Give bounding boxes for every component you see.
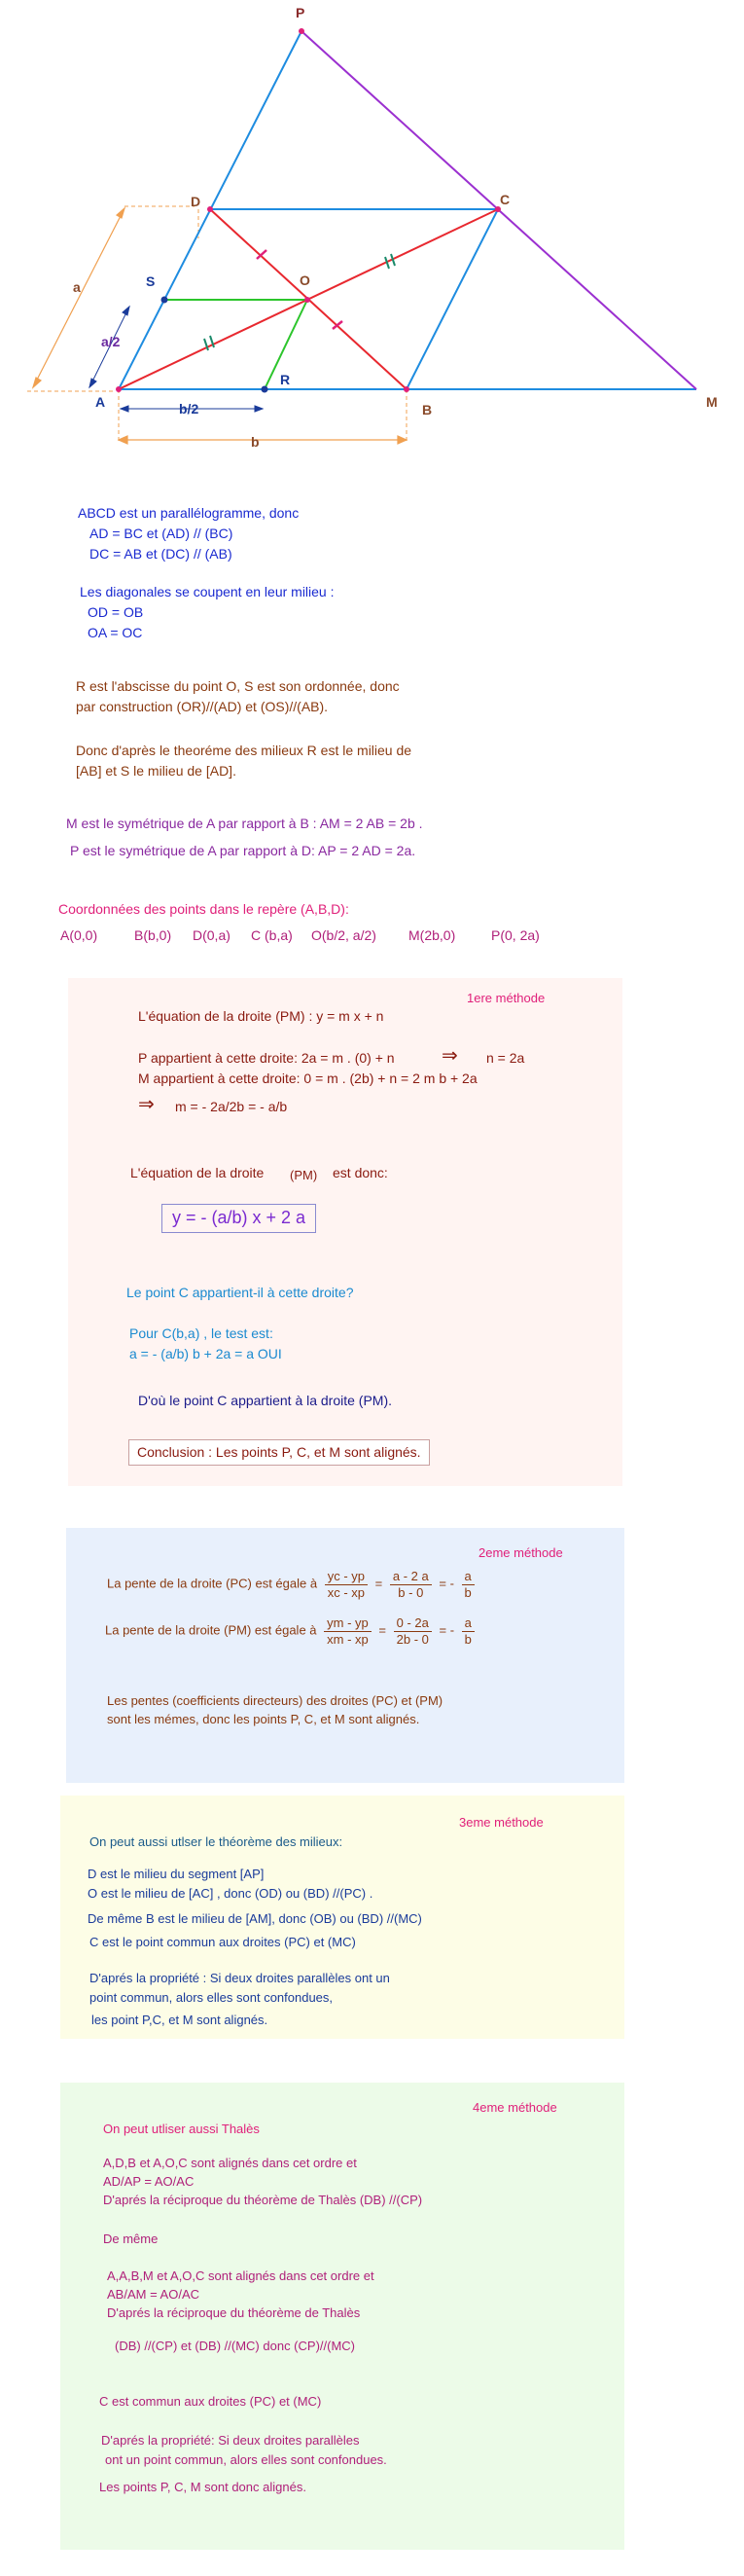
intro-p1-l2: AD = BC et (AD) // (BC): [89, 526, 233, 541]
m2-row2-frac2-den: 2b - 0: [396, 1631, 429, 1647]
m2-conclusion-l1: Les pentes (coefficients directeurs) des droites (PC) et (PM): [107, 1693, 443, 1708]
intro-p5-l2: P est le symétrique de A par rapport à D: AP = 2 AD = 2a.: [70, 843, 416, 858]
m4-line3: AD/AP = AO/AC: [103, 2174, 195, 2189]
label-C: C: [500, 192, 511, 207]
intro-p1-l1: ABCD est un parallélogramme, donc: [78, 505, 300, 521]
m4-line12: ont un point commun, alors elles sont confondues.: [105, 2452, 387, 2467]
m1-line5b: (PM): [290, 1168, 318, 1182]
intro-p4-l1: Donc d'après le theoréme des milieux R est le milieu de: [76, 743, 412, 758]
label-O: O: [300, 272, 310, 288]
m1-line2b: n = 2a: [486, 1050, 525, 1066]
method4-tag: 4eme méthode: [473, 2100, 557, 2115]
dim-label-b-half: b/2: [179, 401, 199, 417]
m2-row1-frac3-num: a: [462, 1569, 475, 1585]
m2-row1-eq1: =: [374, 1576, 383, 1591]
m1-equation-box: y = - (a/b) x + 2 a: [161, 1204, 316, 1233]
method3-tag: 3eme méthode: [459, 1815, 544, 1830]
dim-half-lines: [89, 307, 263, 412]
m4-line11: D'aprés la propriété: Si deux droites parallèles: [101, 2433, 360, 2448]
m4-line13: Les points P, C, M sont donc alignés.: [99, 2480, 306, 2494]
m2-row1-label: La pente de la droite (PC) est égale à: [107, 1576, 318, 1591]
method2-tag: 2eme méthode: [478, 1545, 563, 1560]
m2-row1-frac3: [462, 1569, 475, 1600]
label-R: R: [280, 372, 291, 387]
m4-line10: C est commun aux droites (PC) et (MC): [99, 2394, 322, 2409]
m2-row2-frac1-den: xm - xp: [327, 1631, 369, 1647]
intro-p1-l3: DC = AB et (DC) // (AB): [89, 546, 232, 562]
label-D: D: [191, 194, 201, 209]
m1-test1: Pour C(b,a) , le test est:: [129, 1325, 273, 1341]
m1-conclusion-box: Conclusion : Les points P, C, et M sont alignés.: [128, 1439, 430, 1466]
m2-row1-frac1-num: yc - yp: [325, 1569, 368, 1585]
label-M: M: [706, 394, 718, 410]
intro-p3-l2: par construction (OR)//(AD) et (OS)//(AB).: [76, 699, 329, 714]
m2-row1-frac1: [325, 1569, 368, 1600]
coord-A: A(0,0): [60, 927, 98, 943]
m2-row1-frac1-den: xc - xp: [327, 1584, 366, 1600]
m2-row1-eq2: =: [439, 1576, 446, 1591]
coord-D: D(0,a): [193, 927, 230, 943]
m4-line6: A,A,B,M et A,O,C sont alignés dans cet ordre et: [107, 2268, 374, 2283]
m2-row1-frac2: [390, 1569, 432, 1600]
m2-row2-frac3: [462, 1615, 475, 1647]
m1-line5c: est donc:: [333, 1165, 388, 1180]
m2-row2-label: La pente de la droite (PM) est égale à: [105, 1622, 317, 1638]
intro-p3-l1: R est l'abscisse du point O, S est son ordonnée, donc: [76, 678, 400, 694]
m4-line9: (DB) //(CP) et (DB) //(MC) donc (CP)//(MC): [115, 2339, 355, 2353]
dim-label-a: a: [73, 279, 81, 295]
dim-label-b: b: [251, 434, 260, 450]
m4-line4: D'aprés la réciproque du théorème de Thalès (DB) //(CP): [103, 2193, 423, 2207]
m1-line5a: L'équation de la droite: [130, 1165, 265, 1180]
m2-row2: [105, 1615, 478, 1647]
coord-M: M(2b,0): [408, 927, 456, 943]
coord-B: B(b,0): [134, 927, 172, 943]
dim-label-a-half: a/2: [101, 334, 121, 349]
dim-b-line: [119, 436, 407, 444]
m3-line1: On peut aussi utlser le théorème des milieux:: [89, 1834, 343, 1849]
m3-line5: C est le point commun aux droites (PC) et (MC): [89, 1935, 356, 1949]
dim-a-line: [33, 208, 124, 387]
m2-row2-frac3-den: b: [464, 1631, 472, 1647]
intro-p2-l1: Les diagonales se coupent en leur milieu :: [80, 584, 335, 599]
m1-question: Le point C appartient-il à cette droite?: [126, 1285, 354, 1300]
m1-line1: L'équation de la droite (PM) : y = m x + n: [138, 1008, 384, 1024]
m2-row1-frac2-den: b - 0: [398, 1584, 424, 1600]
coord-C: C (b,a): [251, 927, 293, 943]
m3-line6: D'aprés la propriété : Si deux droites parallèles ont un: [89, 1971, 390, 1985]
m3-line2: D est le milieu du segment [AP]: [88, 1867, 265, 1881]
m2-row2-frac1: [324, 1615, 372, 1647]
m1-line2: P appartient à cette droite: 2a = m . (0) + n: [138, 1050, 395, 1066]
m1-arrow2: ⇒: [138, 1094, 155, 1115]
coords-title: Coordonnées des points dans le repère (A,B,D):: [58, 901, 349, 917]
m3-line7: point commun, alors elles sont confondues,: [89, 1990, 334, 2005]
m2-row2-frac2: [394, 1615, 432, 1647]
label-S: S: [146, 273, 156, 289]
side-BC: [407, 209, 498, 389]
coord-P: P(0, 2a): [491, 927, 540, 943]
intro-p2-l3: OA = OC: [88, 625, 143, 640]
intro-p4-l2: [AB] et S le milieu de [AD].: [76, 763, 236, 779]
m4-line7: AB/AM = AO/AC: [107, 2287, 200, 2302]
m4-line1: On peut utliser aussi Thalès: [103, 2122, 260, 2136]
coord-O: O(b/2, a/2): [311, 927, 376, 943]
m1-line3: M appartient à cette droite: 0 = m . (2b) + n = 2 m b + 2a: [138, 1070, 478, 1086]
m3-line4: De même B est le milieu de [AM], donc (OB) ou (BD) //(MC): [88, 1911, 422, 1926]
m2-row1: [107, 1569, 478, 1600]
method2-panel: [66, 1528, 624, 1783]
m3-line8: les point P,C, et M sont alignés.: [91, 2013, 268, 2027]
m2-conclusion-l2: sont les mémes, donc les points P, C, et M sont alignés.: [107, 1712, 420, 1726]
m3-line3: O est le milieu de [AC] , donc (OD) ou (BD) //(PC) .: [88, 1886, 373, 1901]
m2-row1-frac3-den: b: [464, 1584, 472, 1600]
label-B: B: [422, 402, 433, 417]
m1-arrow1: ⇒: [442, 1045, 458, 1067]
m2-row2-minus: -: [449, 1622, 458, 1638]
intro-p2-l2: OD = OB: [88, 604, 144, 620]
geometry-figure: [0, 0, 744, 467]
label-P: P: [296, 5, 305, 20]
m2-row2-frac2-num: 0 - 2a: [394, 1615, 432, 1632]
m2-row2-eq1: =: [378, 1622, 386, 1638]
method1-tag: 1ere méthode: [467, 991, 546, 1005]
points: [116, 28, 501, 393]
m4-line2: A,D,B et A,O,C sont alignés dans cet ordre et: [103, 2156, 357, 2170]
m1-test3: D'où le point C appartient à la droite (PM).: [138, 1393, 393, 1408]
m1-line4: m = - 2a/2b = - a/b: [175, 1099, 288, 1114]
m2-row2-eq2: =: [439, 1622, 447, 1638]
m1-test2: a = - (a/b) b + 2a = a OUI: [129, 1346, 282, 1361]
m4-line5: De même: [103, 2231, 159, 2246]
m2-row2-frac3-num: a: [462, 1615, 475, 1632]
intro-p5-l1: M est le symétrique de A par rapport à B : AM = 2 AB = 2b .: [66, 816, 423, 831]
dimension-guides: [27, 206, 407, 443]
m2-row2-frac1-num: ym - yp: [324, 1615, 372, 1632]
m2-row1-frac2-num: a - 2 a: [390, 1569, 432, 1585]
m2-row1-minus: -: [449, 1576, 458, 1591]
label-A: A: [95, 394, 106, 410]
m4-line8: D'aprés la réciproque du théorème de Thalès: [107, 2305, 361, 2320]
